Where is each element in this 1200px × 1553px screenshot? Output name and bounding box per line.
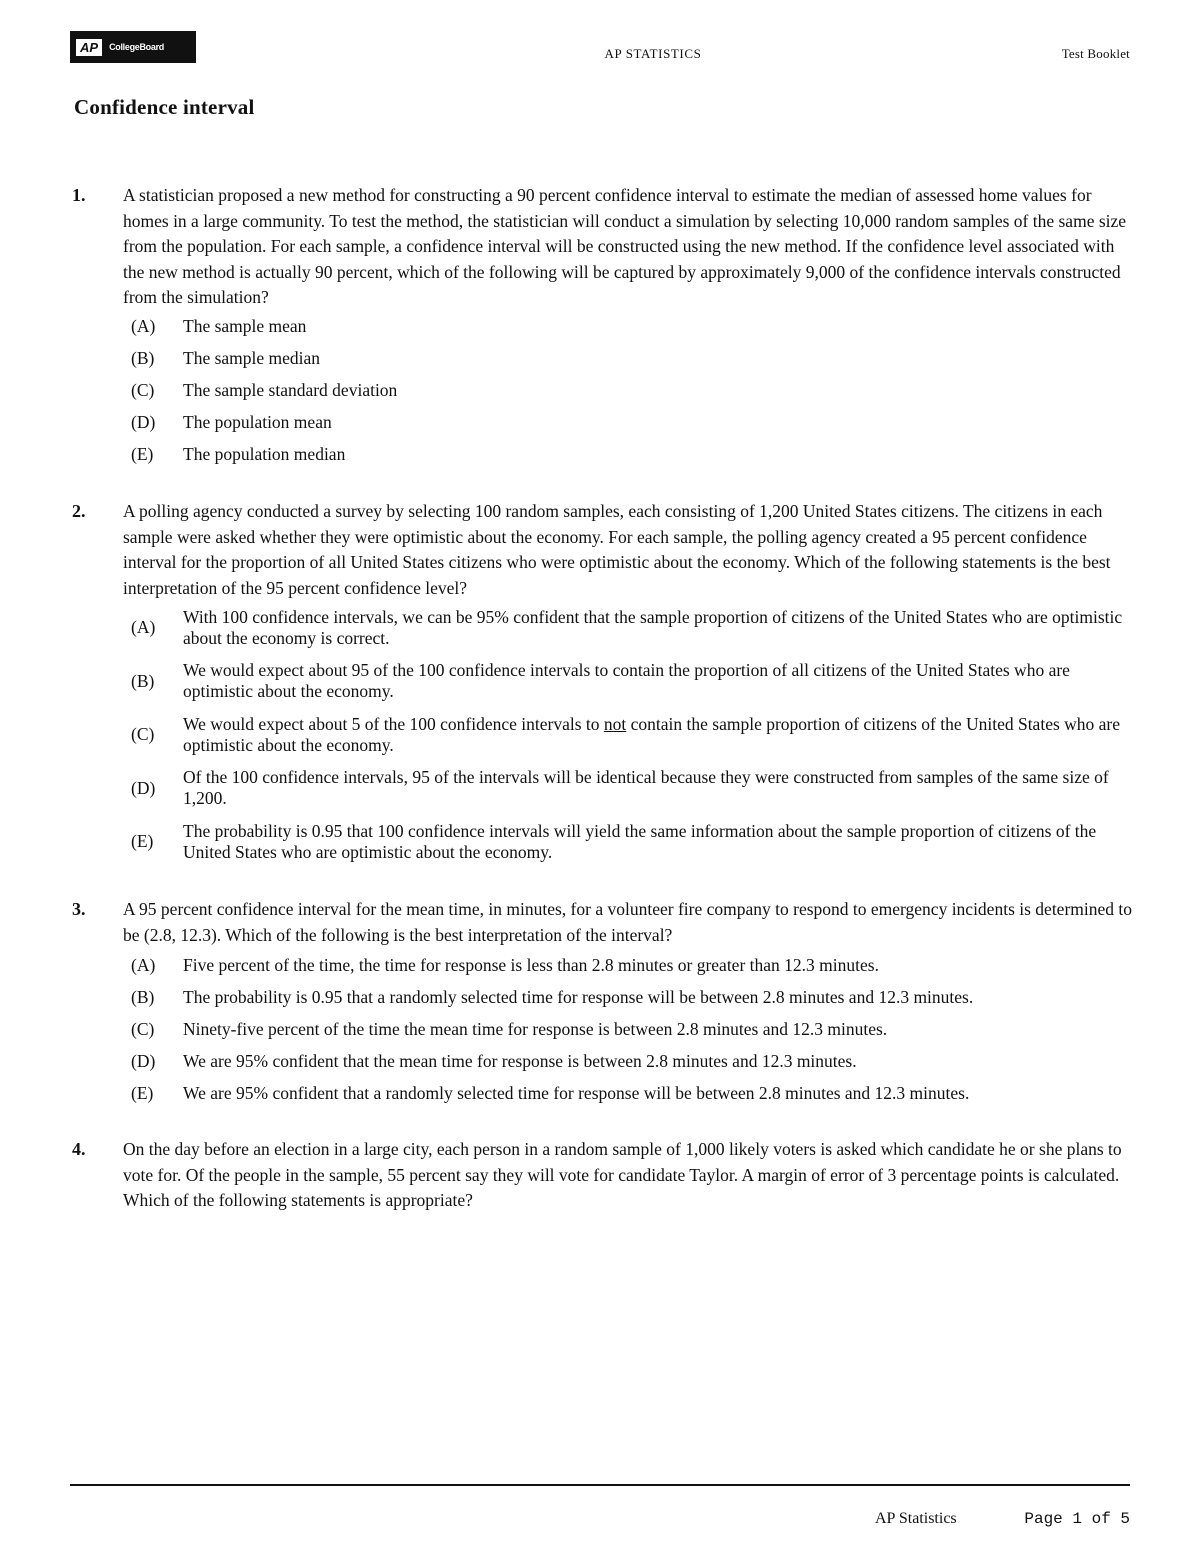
- footer-page-number: Page 1 of 5: [1024, 1510, 1130, 1528]
- choice-letter: (E): [131, 1083, 154, 1103]
- choice-letter: (D): [131, 1051, 156, 1071]
- header-subject: AP STATISTICS: [604, 46, 702, 61]
- underlined-word: not: [603, 713, 627, 734]
- choice-e[interactable]: [123, 443, 1132, 475]
- question-stem: A statistician proposed a new method for constructing a 90 percent confidence interval to estimate the median of assessed home values for homes in a large community. To test the method, the statistician will conduct a simulation by selecting 10,000 random samples of the same size from the population. For each sample, a confidence interval will be constructed using the new method. If the confidence level associated with the new method is actually 90 percent, which of the following will be captured by approximately 9,000 of the confidence intervals constructed from the simulation?: [123, 185, 1127, 307]
- choice-c[interactable]: [123, 1018, 1132, 1050]
- ap-logo-mark: AP: [76, 39, 102, 56]
- choice-a[interactable]: [123, 315, 1132, 347]
- question-3: [72, 897, 1132, 1114]
- choice-text: The sample standard deviation: [183, 379, 398, 400]
- choice-letter: (E): [131, 443, 154, 464]
- choice-e[interactable]: [123, 815, 1132, 869]
- choice-text: Ninety-five percent of the time the mean time for response is between 2.8 minutes and 12.3 minutes.: [183, 1019, 888, 1039]
- choice-text: The population median: [183, 443, 346, 464]
- question-number: 1.: [72, 185, 86, 205]
- choice-letter: (C): [131, 379, 155, 400]
- question-number: 2.: [72, 501, 86, 521]
- choice-letter: (B): [131, 670, 155, 691]
- choice-text: We are 95% confident that the mean time for response is between 2.8 minutes and 12.3 minutes.: [183, 1051, 857, 1071]
- choice-letter: (C): [131, 1019, 155, 1039]
- header-booklet-label: Test Booklet: [1061, 46, 1130, 61]
- choice-letter: (A): [131, 617, 156, 638]
- question-4: [72, 1137, 1132, 1214]
- choice-a[interactable]: [123, 954, 1132, 986]
- question-number: 4.: [72, 1139, 86, 1159]
- choice-letter: (A): [131, 315, 156, 336]
- choice-a[interactable]: [123, 601, 1132, 655]
- choice-text: The sample median: [183, 347, 321, 368]
- question-stem: A polling agency conducted a survey by selecting 100 random samples, each consisting of 1,200 United States citizens. The citizens in each sample were asked whether they were optimistic about the economy. For each sample, the polling agency created a 95 percent confidence interval for the proportion of all United States citizens who were optimistic about the economy. Which of the following statements is the best interpretation of the 95 percent confidence level?: [123, 501, 1111, 598]
- question-1: [72, 183, 1132, 475]
- choice-letter: (A): [131, 955, 156, 975]
- choice-text: We would expect about 95 of the 100 confidence intervals to contain the proportion of all citizens of the United States who are optimistic about the economy.: [183, 660, 1070, 702]
- choice-text: The population mean: [183, 411, 332, 432]
- choice-text: With 100 confidence intervals, we can be 95% confident that the sample proportion of citizens of the United States who are optimistic about the economy is correct.: [183, 606, 1123, 648]
- answer-choices: [123, 601, 1132, 869]
- question-2: [72, 499, 1132, 869]
- choice-letter: (E): [131, 831, 154, 852]
- choice-b[interactable]: [123, 986, 1132, 1018]
- choice-text: The probability is 0.95 that 100 confidence intervals will yield the same information about the sample proportion of citizens of the United States who are optimistic about the economy.: [183, 820, 1097, 862]
- choice-text: Of the 100 confidence intervals, 95 of the intervals will be identical because they were constructed from samples of the same size of 1,200.: [183, 767, 1109, 809]
- answer-choices: [123, 954, 1132, 1114]
- choice-c[interactable]: [123, 379, 1132, 411]
- choice-d[interactable]: [123, 762, 1132, 816]
- choice-text: We are 95% confident that a randomly selected time for response will be between 2.8 minutes and 12.3 minutes.: [183, 1083, 970, 1103]
- choice-letter: (D): [131, 411, 156, 432]
- choice-d[interactable]: [123, 1050, 1132, 1082]
- choice-e[interactable]: [123, 1082, 1132, 1114]
- choice-letter: (D): [131, 777, 156, 798]
- question-number: 3.: [72, 899, 86, 919]
- choice-letter: (C): [131, 724, 155, 745]
- choice-b[interactable]: [123, 347, 1132, 379]
- choice-text-part: contain the sample proportion of citizens of the United States who are optimistic about the economy.: [183, 713, 1121, 755]
- choice-letter: (B): [131, 987, 155, 1007]
- footer-course-name: AP Statistics: [875, 1510, 957, 1527]
- collegeboard-logo-text: CollegeBoard: [109, 42, 164, 52]
- page-title: Confidence interval: [74, 95, 255, 119]
- choice-c[interactable]: [123, 708, 1132, 762]
- answer-choices: [123, 315, 1132, 475]
- choice-text: The sample mean: [183, 315, 307, 336]
- choice-b[interactable]: [123, 655, 1132, 709]
- choice-d[interactable]: [123, 411, 1132, 443]
- choice-letter: (B): [131, 347, 155, 368]
- question-stem: On the day before an election in a large city, each person in a random sample of 1,000 likely voters is asked which candidate he or she plans to vote for. Of the people in the sample, 55 percent say they will vote for candidate Taylor. A margin of error of 3 percentage points is calculated. Which of the following statements is appropriate?: [123, 1139, 1122, 1210]
- choice-text-part: We would expect about 5 of the 100 confidence intervals to: [183, 713, 604, 734]
- choice-text: Five percent of the time, the time for response is less than 2.8 minutes or greater than 12.3 minutes.: [183, 955, 879, 975]
- choice-text: The probability is 0.95 that a randomly selected time for response will be between 2.8 minutes and 12.3 minutes.: [183, 987, 974, 1007]
- footer-divider: [70, 1484, 1130, 1486]
- choice-text: [183, 714, 1132, 756]
- question-stem: A 95 percent confidence interval for the mean time, in minutes, for a volunteer fire company to respond to emergency incidents is determined to be (2.8, 12.3). Which of the following is the best interpretation of the interval?: [123, 899, 1133, 945]
